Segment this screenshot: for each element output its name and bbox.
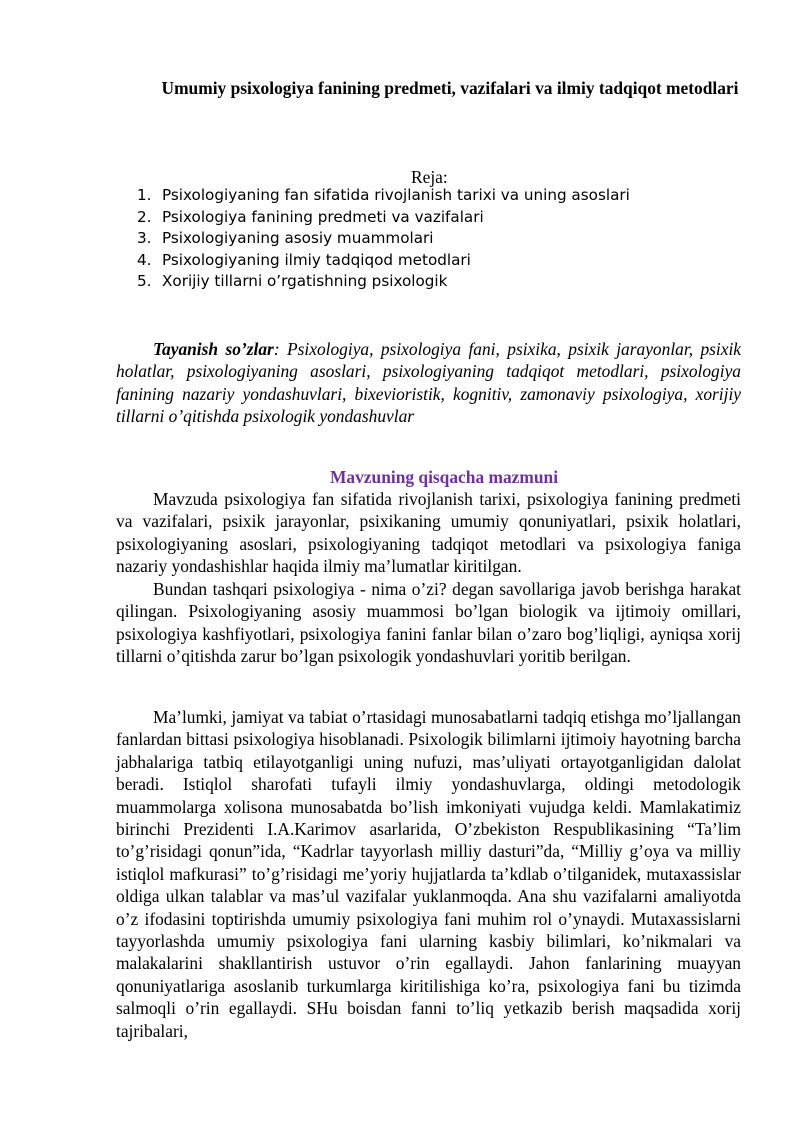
plan-item bbox=[137, 228, 630, 250]
keywords-paragraph bbox=[116, 338, 741, 428]
plan-item bbox=[137, 271, 630, 293]
plan-list bbox=[137, 185, 630, 293]
keywords-label: Tayanish so’zlar bbox=[153, 339, 274, 359]
plan-item-number: 3. bbox=[137, 229, 152, 248]
plan-item bbox=[137, 185, 630, 207]
body-paragraph: Ma’lumki, jamiyat va tabiat o’rtasidagi munosabatlarni tadqiq etishga mo’ljallangan fanlardan bittasi psixologiya hisoblanadi. Psixologik bilimlarni ijtimoiy hayotning barcha jabhalariga tatbiq etilayotganligi uning nufuzi, mas’uliyati ortayotganligidan dalolat beradi. Istiqlol sharofati tufayli ilmiy yondashuvlarga, oldingi metodologik muammolarga xolisona munosabatda bo’lish imkoniyati vujudga keldi. Mamlakatimiz birinchi Prezidenti I.A.Karimov asarlarida, O’zbekiston Respublikasining “Ta’lim to’g’risidagi qonun”ida, “Kadrlar tayyorlash milliy dasturi”da, “Milliy g’oya va milliy istiqlol mafkurasi” to’g’risidagi me’yoriy hujjatlarda ta’kdlab o’tilganidek, mutaxassislar oldiga ulkan talablar va mas’ul vazifalar yuklanmoqda. Ana shu vazifalarni amaliyotda o’z ifodasini toptirishda umumiy psixologiya fani muhim rol o’ynaydi. Mutaxassislarni tayyorlashda umumiy psixologiya fani ularning kasbiy bilimlari, ko’nikmalari va malakalarini shakllantirish ustuvor o’rin egallaydi. Jahon fanlarining muayyan qonuniyatlariga asoslanib turkumlarga kiritilishiga ko’ra, psixologiya fani bu tizimda salmoqli o’rin egallaydi. SHu boisdan fanni to’liq yetkazib berish maqsadida xorij tajribalari, bbox=[116, 707, 741, 1041]
summary-heading: Mavzuning qisqacha mazmuni bbox=[330, 467, 559, 487]
plan-item-number: 4. bbox=[137, 250, 152, 269]
plan-item-text: Psixologiyaning ilmiy tadqiqod metodlari bbox=[162, 250, 471, 269]
plan-item-number: 1. bbox=[137, 186, 152, 204]
plan-item-text: Xorijiy tillarni o’rgatishning psixologik bbox=[162, 272, 448, 291]
plan-heading: Reja: bbox=[411, 167, 448, 187]
plan-item-text: Psixologiyaning asosiy muammolari bbox=[162, 229, 434, 248]
plan-item-number: 5. bbox=[137, 272, 152, 291]
document-title: Umumiy psixologiya fanining predmeti, vazifalari va ilmiy tadqiqot metodlari bbox=[161, 78, 739, 98]
plan-item-number: 2. bbox=[137, 207, 152, 226]
plan-item bbox=[137, 207, 630, 229]
plan-item bbox=[137, 250, 630, 272]
keywords-text: Psixologiya, psixologiya fani, psixika, psixik jarayonlar, psixik holatlar, psixologiyaning asoslari, psixologiyaning tadqiqot metodlari, psixologiya fanining nazariy yondashuvlari, bixevioristik, kognitiv, zamonaviy psixologiya, xorijiy tillarni o’qitishda psixologik yondashuvlar bbox=[116, 339, 742, 427]
plan-item-text: Psixologiyaning fan sifatida rivojlanish tarixi va uning asoslari bbox=[162, 186, 630, 204]
summary-paragraph: Bundan tashqari psixologiya - nima o’zi? degan savollariga javob berishga harakat qilingan. Psixologiyaning asosiy muammosi bo’lgan biologik va ijtimoiy omillari, psixologiya kashfiyotlari, psixologiya fanini fanlar bilan o’zaro bog’liqligi, ayniqsa xorij tillarni o’qitishda zarur bo’lgan psixologik yondashuvlari yoritib berilgan. bbox=[116, 579, 741, 667]
plan-item-text: Psixologiya fanining predmeti va vazifalari bbox=[162, 207, 484, 226]
summary-paragraph: Mavzuda psixologiya fan sifatida rivojlanish tarixi, psixologiya fanining predmeti va vazifalari, psixik jarayonlar, psixikaning umumiy qonuniyatlari, psixik holatlari, psixologiyaning asoslari, psixologiyaning tadqiqot metodlari va psixologiya faniga nazariy yondashishlar haqida ilmiy ma’lumatlar kiritilgan. bbox=[116, 489, 741, 577]
keywords-colon: : bbox=[273, 339, 280, 359]
